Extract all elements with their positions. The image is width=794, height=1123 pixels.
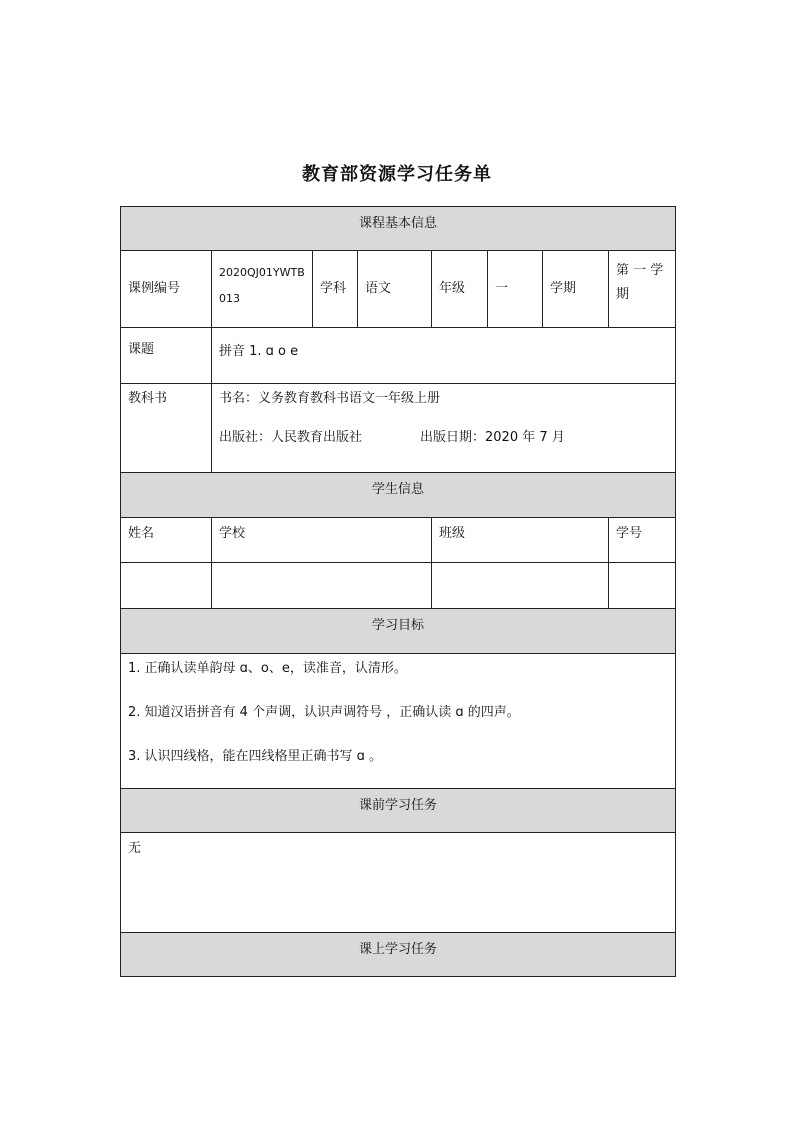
student-school-field[interactable] [212, 563, 432, 609]
pre-task-content: 无 [121, 833, 676, 933]
course-info-header: 课程基本信息 [121, 207, 676, 251]
task-sheet-table [120, 206, 676, 977]
textbook-label: 教科书 [121, 384, 212, 473]
goal-item: 3. 认识四线格，能在四线格里正确书写 ɑ 。 [128, 749, 383, 764]
term-line-2: 期 [616, 287, 630, 302]
goals-row [121, 654, 676, 789]
student-name-field[interactable] [121, 563, 212, 609]
textbook-pub-date: 出版日期：2020 年 7 月 [420, 430, 565, 445]
textbook-publish-line [219, 428, 668, 448]
grade-label: 年级 [432, 251, 488, 328]
student-labels-row [121, 518, 676, 563]
term-value [609, 251, 676, 328]
course-id-row [121, 251, 676, 328]
student-info-header: 学生信息 [121, 473, 676, 518]
goal-item: 2. 知道汉语拼音有 4 个声调，认识声调符号 ，正确认读 ɑ 的四声。 [128, 705, 520, 720]
topic-value: 拼音 1. ɑ o e [212, 328, 676, 384]
textbook-publisher: 出版社：人民教育出版社 [219, 430, 363, 445]
goals-content [121, 654, 676, 789]
student-number-field[interactable] [609, 563, 676, 609]
student-number-label: 学号 [609, 518, 676, 563]
student-name-label: 姓名 [121, 518, 212, 563]
subject-value: 语文 [358, 251, 432, 328]
student-class-field[interactable] [432, 563, 609, 609]
document-title: 教育部资源学习任务单 [302, 164, 492, 185]
topic-label: 课题 [121, 328, 212, 384]
course-info-header-row [121, 207, 676, 251]
pre-task-row [121, 833, 676, 933]
goals-header: 学习目标 [121, 609, 676, 654]
textbook-info [212, 384, 676, 473]
pre-task-header: 课前学习任务 [121, 789, 676, 833]
student-info-header-row [121, 473, 676, 518]
course-id-line-1: 2020QJ01YWTB [219, 266, 305, 279]
topic-row [121, 328, 676, 384]
pre-task-header-row [121, 789, 676, 833]
grade-value: 一 [488, 251, 543, 328]
term-line-1: 第 一 学 [616, 263, 664, 278]
course-id-value [212, 251, 313, 328]
class-task-header-row [121, 933, 676, 977]
subject-label: 学科 [313, 251, 358, 328]
goals-header-row [121, 609, 676, 654]
term-label: 学期 [543, 251, 609, 328]
textbook-name: 书名：义务教育教科书语文一年级上册 [219, 391, 441, 406]
textbook-row [121, 384, 676, 473]
goal-item: 1. 正确认读单韵母 ɑ、o、e，读准音，认清形。 [128, 661, 407, 676]
student-class-label: 班级 [432, 518, 609, 563]
class-task-header: 课上学习任务 [121, 933, 676, 977]
student-values-row [121, 563, 676, 609]
course-id-label: 课例编号 [121, 251, 212, 328]
student-school-label: 学校 [212, 518, 432, 563]
course-id-line-2: 013 [219, 292, 240, 305]
